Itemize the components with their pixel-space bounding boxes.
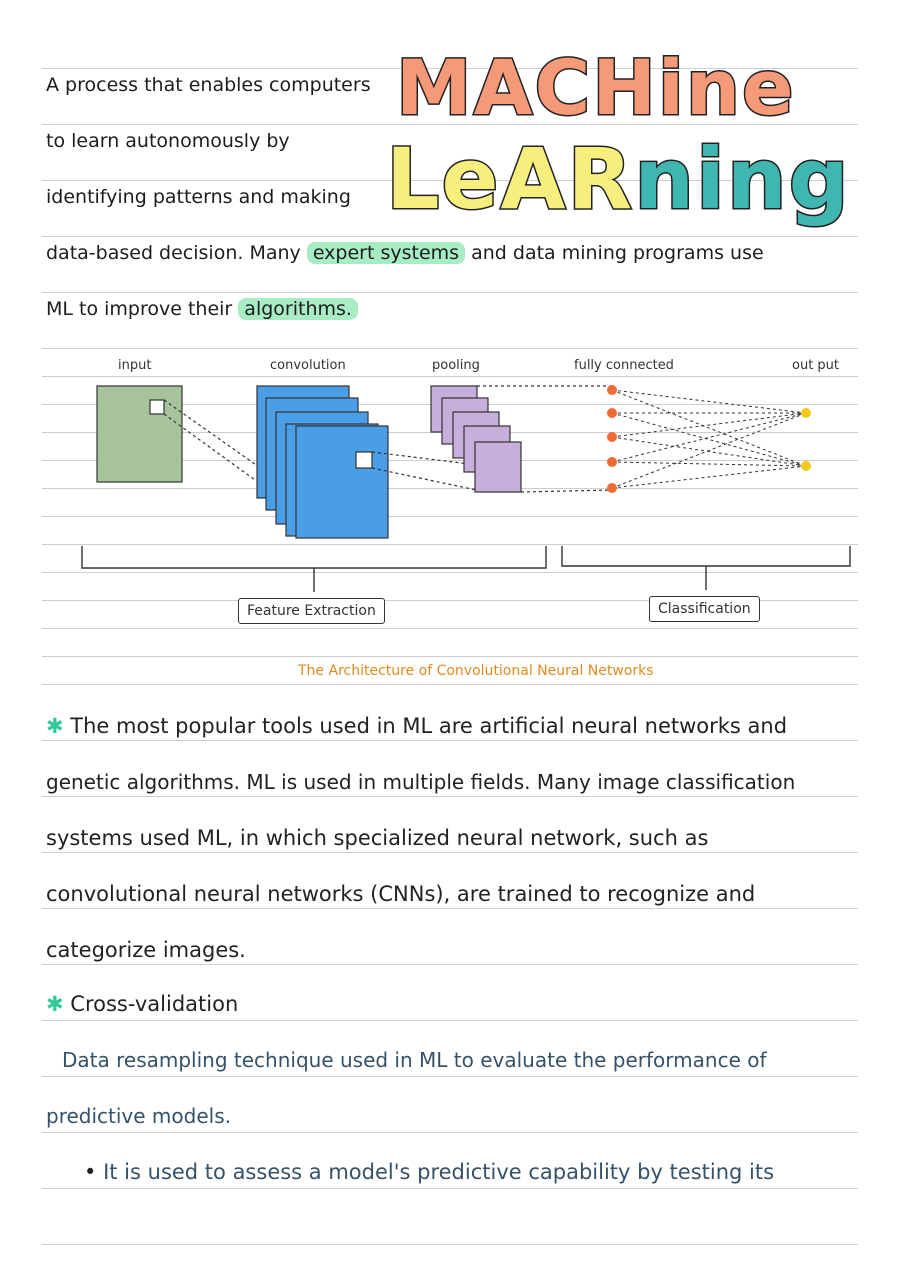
convolution-stack [257,386,388,538]
highlight-expert-systems: expert systems [307,242,465,264]
highlight-algorithms: algorithms. [238,298,358,320]
intro-line-5-pre: ML to improve their [46,298,233,320]
cross-validation-bullet [84,1160,774,1184]
pooling-stack [431,386,521,492]
star-bullet-icon: ✱ [46,992,64,1016]
title-machine-letter: C [534,43,593,132]
title-learning-letter: A [500,130,568,228]
intro-line-5 [46,298,358,320]
cnn-diagram [0,370,900,670]
title-machine-letter: H [592,43,658,132]
classification-box: Classification [649,596,760,622]
label-output: out put [792,358,840,373]
diagram-caption: The Architecture of Convolutional Neural Networks [298,663,654,679]
para1-line-5: categorize images. [46,938,246,962]
intro-line-1: A process that enables computers [46,74,371,96]
title-learning-letter: i [696,130,727,228]
cross-validation-line-2: predictive models. [46,1104,231,1128]
para1-line-3: systems used ML, in which specialized neural network, such as [46,826,709,850]
title-learning-letter: R [567,130,635,228]
intro-line-2: to learn autonomously by [46,130,290,152]
title-learning-letter: L [386,130,442,228]
intro-line-4-pre: data-based decision. Many [46,242,301,264]
intro-line-3: identifying patterns and making [46,186,351,208]
para1-line-2: genetic algorithms. ML is used in multiple fields. Many image classification [46,770,796,794]
cross-validation-line-1: Data resampling technique used in ML to evaluate the performance of [62,1048,767,1072]
cross-validation-bullet-text: It is used to assess a model's predictive capability by testing its [103,1160,775,1184]
input-kernel [150,400,164,414]
input-layer [97,386,182,482]
bullet-dot-icon: • [84,1160,97,1184]
title-machine [396,43,796,132]
title-machine-letter: n [685,43,743,132]
cross-validation-heading [46,992,238,1016]
output-nodes [801,408,811,471]
title-learning-letter: e [441,130,501,228]
title-learning-letter: n [726,130,789,228]
title-machine-letter: i [657,43,686,132]
title-learning [386,130,851,228]
fully-connected-nodes [607,385,617,493]
label-pooling: pooling [432,358,480,373]
para1-line-1 [46,714,787,738]
feature-extraction-bracket [82,546,546,592]
cross-validation-title: Cross-validation [70,992,239,1016]
title-learning-letter: g [788,130,851,228]
label-input: input [118,358,152,373]
intro-line-4 [46,242,764,264]
label-convolution: convolution [270,358,346,373]
star-bullet-icon: ✱ [46,714,64,738]
title-machine-letter: M [396,43,474,132]
classification-bracket [562,546,850,590]
para1-line-1-text: The most popular tools used in ML are artificial neural networks and [70,714,788,738]
title-machine-letter: A [473,43,535,132]
title-machine-letter: e [742,43,796,132]
title-learning-letter: n [634,130,697,228]
label-fully-connected: fully connected [574,358,674,373]
feature-extraction-box: Feature Extraction [238,598,385,624]
intro-line-4-post: and data mining programs use [471,242,764,264]
para1-line-4: convolutional neural networks (CNNs), are trained to recognize and [46,882,756,906]
